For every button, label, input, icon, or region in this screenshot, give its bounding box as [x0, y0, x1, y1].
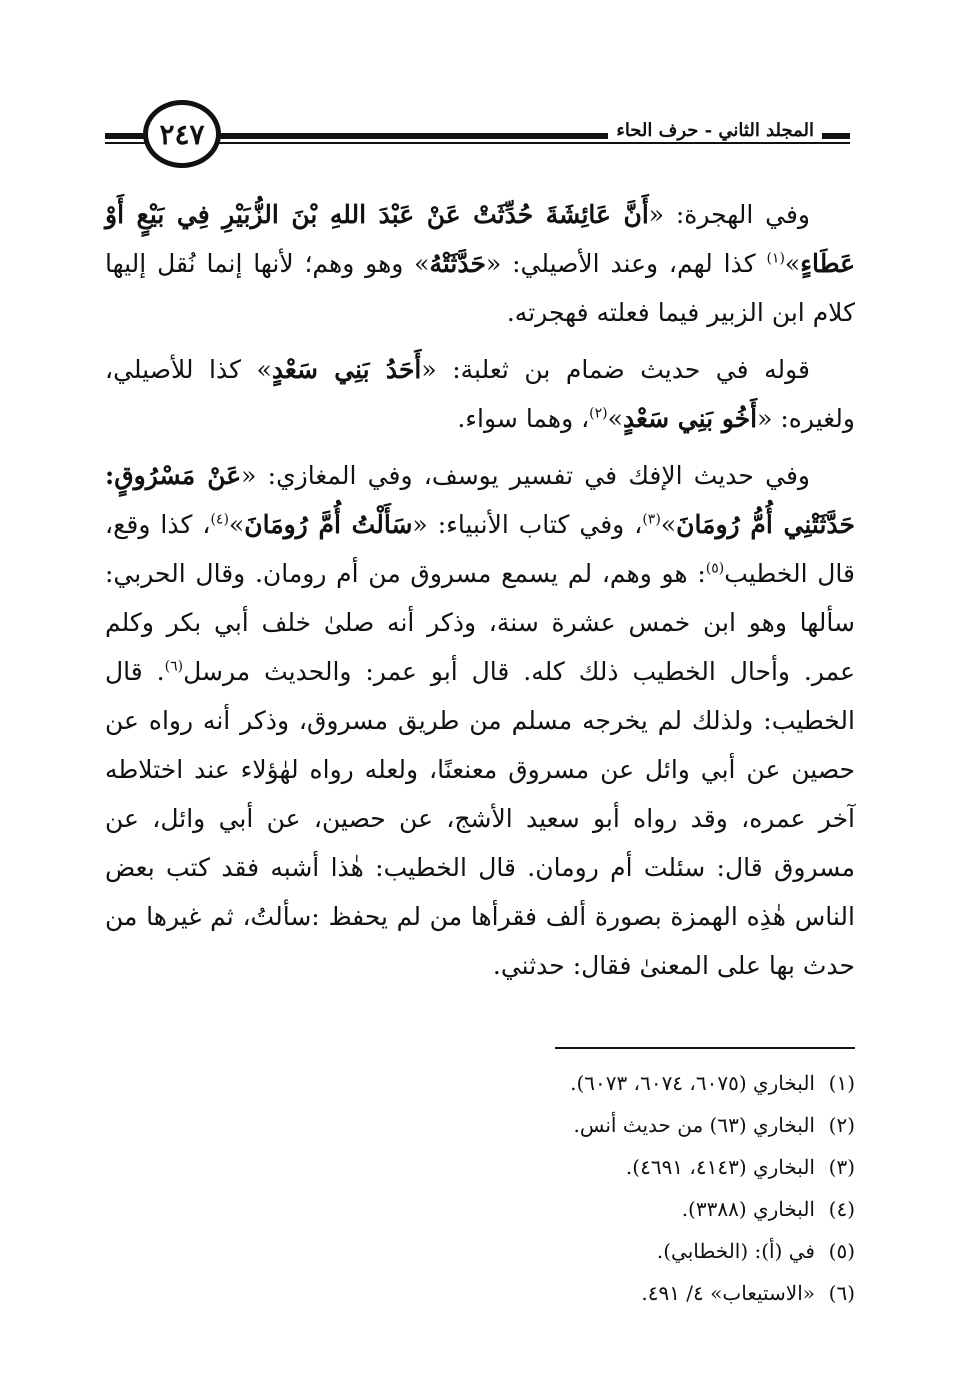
footnote-ref: (٦) [164, 658, 184, 675]
footnote [105, 1062, 855, 1104]
text-segment: . قال الخطيب: ولذلك لم يخرجه مسلم من طريق مسروق، وذكر أنه رواه عن حصين عن أبي وائل عن مسروق معنعنًا، ولعله رواه لهٰؤلاء عند اختلاطه آخر عمره، وقد رواه أبو سعيد الأشج، عن حصين، عن أبي وائل، عن مسروق قال: سئلت أم رومان. قال الخطيب: هٰذا أشبه فقد كتب بعض الناس هٰذِه الهمزة بصورة ألف فقرأها من لم يحفظ :سألتُ، ثم غيرها من حدث بها على المعنىٰ فقال: حدثني. [105, 657, 855, 980]
footnote [105, 1272, 855, 1314]
footnote [105, 1146, 855, 1188]
text-segment: : هو وهم، لم يسمع مسروق من أم رومان. وقال الحربي: سألها وهو ابن خمس عشرة سنة، وذكر أنه صلىٰ خلف أبي بكر وكلم عمر. وأحال الخطيب ذلك كله. قال أبو عمر: والحديث مرسل [105, 559, 855, 686]
quoted-hadith-text: أَحَدُ بَنِي سَعْدٍ [271, 355, 422, 384]
quoted-hadith-text: سَأَلْتُ أُمَّ رُومَانَ [244, 510, 413, 539]
footnote-number: (٦) [828, 1281, 855, 1305]
quoted-hadith-text: حَدَّثَتْهُ [429, 249, 486, 278]
footnote-number: (٥) [828, 1239, 855, 1263]
page-number-badge [143, 100, 221, 168]
footnote-text: البخاري (٤١٤٣، ٤٦٩١). [625, 1155, 815, 1179]
footnote-text: البخاري (٦٣) من حديث أنس. [573, 1113, 815, 1137]
text-segment: » [660, 510, 677, 539]
footnote-separator [555, 1047, 855, 1049]
footnote-text: البخاري (٣٣٨٨). [681, 1197, 815, 1221]
text-segment: » [607, 404, 623, 433]
page-number: ٢٤٧ [159, 117, 205, 151]
text-segment: وفي الهجرة: « [648, 200, 810, 229]
footnote-number: (٢) [828, 1113, 855, 1137]
footnote-number: (١) [828, 1071, 855, 1095]
text-segment: ، وهما سواء. [457, 404, 590, 433]
footnote [105, 1230, 855, 1272]
footnote-ref: (١) [766, 250, 785, 267]
running-title: المجلد الثاني - حرف الحاء [608, 120, 822, 141]
quoted-hadith-text: أَنَّ عَائِشَةَ حُدِّثَتْ عَنْ عَبْدَ اللهِ بْنَ الزُّبَيْرِ فِي بَيْعٍ أَوْ عَطَاءٍ [105, 200, 856, 278]
footnote [105, 1188, 855, 1230]
text-segment: كذا لهم، وعند الأصيلي: « [485, 249, 767, 278]
text-segment: » [228, 510, 245, 539]
footnotes [105, 1062, 855, 1314]
quoted-hadith-text: عَنْ مَسْرُوقٍ: حَدَّثَتْنِي أُمُّ رُومَانَ [105, 461, 855, 539]
footnote-ref: (٣) [642, 511, 661, 528]
quoted-hadith-text: أَخُو بَنِي سَعْدٍ [622, 404, 758, 433]
footnote-text: البخاري (٦٠٧٥، ٦٠٧٤، ٦٠٧٣). [570, 1071, 815, 1095]
text-segment: ، وفي كتاب الأنبياء: « [412, 510, 643, 539]
page-header [105, 100, 850, 180]
text-segment: » [784, 249, 801, 278]
footnote-ref: (٤) [210, 511, 229, 528]
footnote-ref: (٥) [705, 560, 725, 577]
footnote-text: في (أ): (الخطابي). [656, 1239, 815, 1263]
footnote-number: (٤) [828, 1197, 855, 1221]
text-segment: قوله في حديث ضمام بن ثعلبة: « [421, 355, 810, 384]
main-text [105, 190, 855, 998]
paragraph [105, 345, 855, 443]
text-segment: » كذا للأصيلي، ولغيره: « [105, 355, 855, 433]
text-segment: ، كذا وقع، قال الخطيب [105, 510, 855, 588]
paragraph [105, 451, 855, 990]
footnote-text: «الاستيعاب» ٤/ ٤٩١. [641, 1281, 815, 1305]
footnote-ref: (٢) [589, 405, 608, 422]
paragraph [105, 190, 855, 337]
text-segment: » وهو وهم؛ لأنها إنما نُقل إليها كلام ابن الزبير فيما فعلته فهجرته. [105, 249, 855, 327]
text-segment: وفي حديث الإفك في تفسير يوسف، وفي المغازي: « [241, 461, 810, 490]
footnote-number: (٣) [828, 1155, 855, 1179]
footnote [105, 1104, 855, 1146]
